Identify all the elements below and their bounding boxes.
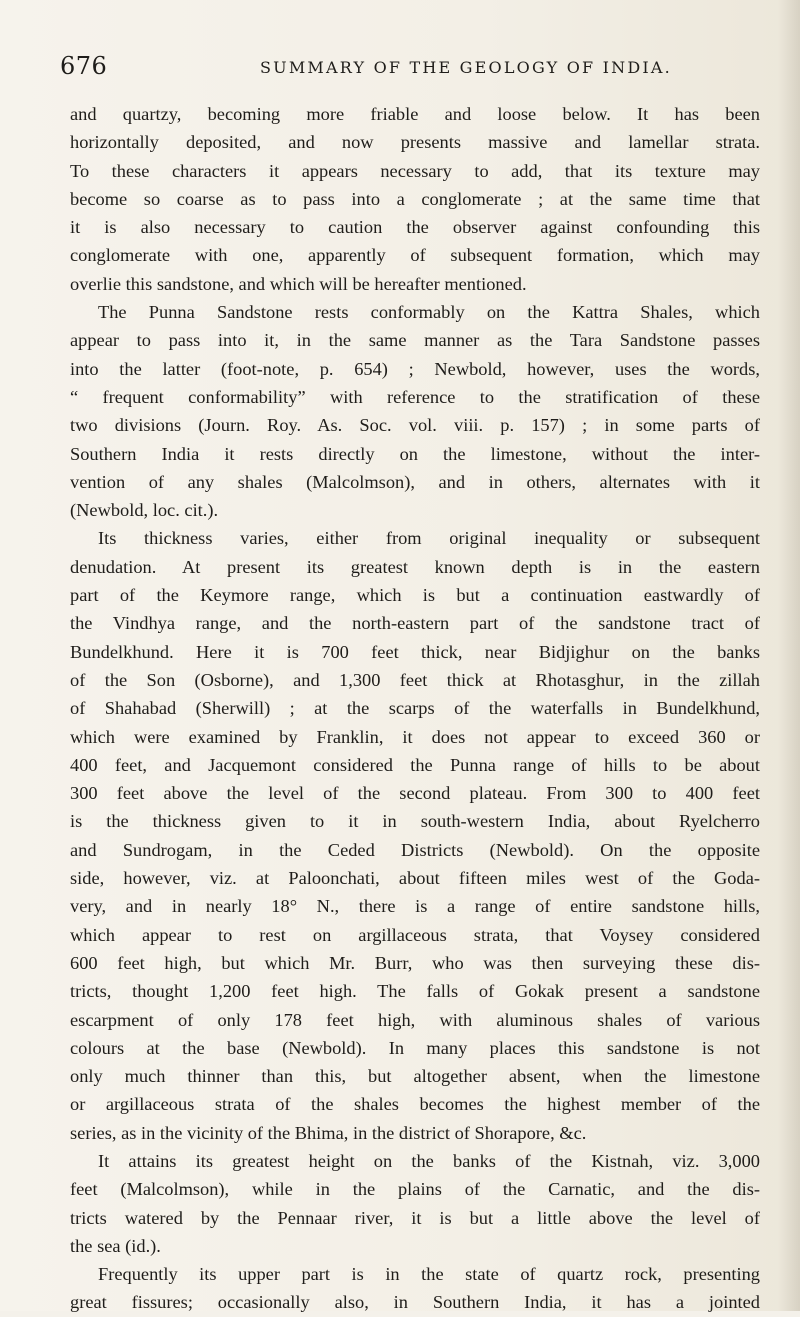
text-line: escarpment of only 178 feet high, with aluminous shales of various <box>70 1009 760 1030</box>
text-line: only much thinner than this, but altogether absent, when the limestone <box>70 1066 760 1087</box>
text-line: conglomerate with one, apparently of subsequent formation, which may <box>70 245 760 266</box>
text-line: two divisions (Journ. Roy. As. Soc. vol. viii. p. 157) ; in some parts of <box>70 415 760 436</box>
text-line: of the Son (Osborne), and 1,300 feet thick at Rhotasghur, in the zillah <box>70 669 760 690</box>
page-number: 676 <box>60 52 108 80</box>
paragraph <box>70 100 760 298</box>
text-line: it is also necessary to caution the observer against confounding this <box>70 217 760 238</box>
text-line: appear to pass into it, in the same manner as the Tara Sandstone passes <box>70 330 760 351</box>
text-line: feet (Malcolmson), while in the plains of the Carnatic, and the dis- <box>70 1179 760 1200</box>
text-line: colours at the base (Newbold). In many places this sandstone is not <box>70 1037 760 1058</box>
text-line: Bundelkhund. Here it is 700 feet thick, near Bidjighur on the banks <box>70 641 760 662</box>
page-edge-shadow <box>778 0 800 1311</box>
text-line: into the latter (foot-note, p. 654) ; Newbold, however, uses the words, <box>70 358 760 379</box>
text-line: which appear to rest on argillaceous strata, that Voysey considered <box>70 924 760 945</box>
text-line: part of the Keymore range, which is but a continuation eastwardly of <box>70 585 760 606</box>
text-line: and quartzy, becoming more friable and loose below. It has been <box>70 104 760 124</box>
text-line: Frequently its upper part is in the state of quartz rock, presenting <box>98 1264 760 1285</box>
text-line: great fissures; occasionally also, in Southern India, it has a jointed <box>70 1292 760 1313</box>
text-line: horizontally deposited, and now presents massive and lamellar strata. <box>70 132 760 153</box>
paragraph <box>70 1147 760 1260</box>
running-head: SUMMARY OF THE GEOLOGY OF INDIA. <box>260 58 672 77</box>
text-line: which were examined by Franklin, it does not appear to exceed 360 or <box>70 726 760 747</box>
text-line: of Shahabad (Sherwill) ; at the scarps of the waterfalls in Bundelkhund, <box>70 698 760 719</box>
text-line: “ frequent conformability” with reference to the stratification of these <box>70 386 760 407</box>
text-line: vention of any shales (Malcolmson), and in others, alternates with it <box>70 471 760 492</box>
text-line: The Punna Sandstone rests conformably on the Kattra Shales, which <box>98 302 760 323</box>
body-text <box>70 100 760 1317</box>
text-line: become so coarse as to pass into a conglomerate ; at the same time that <box>70 188 760 209</box>
text-line: To these characters it appears necessary to add, that its texture may <box>70 160 760 181</box>
text-line: very, and in nearly 18° N., there is a range of entire sandstone hills, <box>70 896 760 917</box>
text-line: denudation. At present its greatest known depth is in the eastern <box>70 556 760 577</box>
text-line: the Vindhya range, and the north-eastern part of the sandstone tract of <box>70 613 760 634</box>
text-line: tricts watered by the Pennaar river, it is but a little above the level of <box>70 1207 760 1228</box>
text-line: series, as in the vicinity of the Bhima, in the district of Shorapore, &c. <box>70 1122 587 1143</box>
text-line: and Sundrogam, in the Ceded Districts (Newbold). On the opposite <box>70 839 760 860</box>
text-line: (Newbold, loc. cit.). <box>70 500 219 521</box>
text-line: Its thickness varies, either from original inequality or subsequent <box>98 528 760 549</box>
page-header <box>60 52 730 84</box>
text-line: It attains its greatest height on the banks of the Kistnah, viz. 3,000 <box>98 1150 760 1171</box>
text-line: the sea (id.). <box>70 1235 161 1256</box>
text-line: tricts, thought 1,200 feet high. The falls of Gokak present a sandstone <box>70 981 760 1002</box>
paragraph <box>70 298 760 524</box>
text-line: Southern India it rests directly on the limestone, without the inter- <box>70 443 760 464</box>
text-line: or argillaceous strata of the shales becomes the highest member of the <box>70 1094 760 1115</box>
text-line: is the thickness given to it in south-western India, about Ryelcherro <box>70 811 760 832</box>
text-line: 400 feet, and Jacquemont considered the Punna range of hills to be about <box>70 754 760 775</box>
text-line: 300 feet above the level of the second plateau. From 300 to 400 feet <box>70 783 760 804</box>
text-line: side, however, viz. at Paloonchati, about fifteen miles west of the Goda- <box>70 868 760 889</box>
paragraph <box>70 1260 760 1317</box>
text-line: overlie this sandstone, and which will be hereafter mentioned. <box>70 273 527 294</box>
text-line: 600 feet high, but which Mr. Burr, who was then surveying these dis- <box>70 952 760 973</box>
paragraph <box>70 524 760 1147</box>
